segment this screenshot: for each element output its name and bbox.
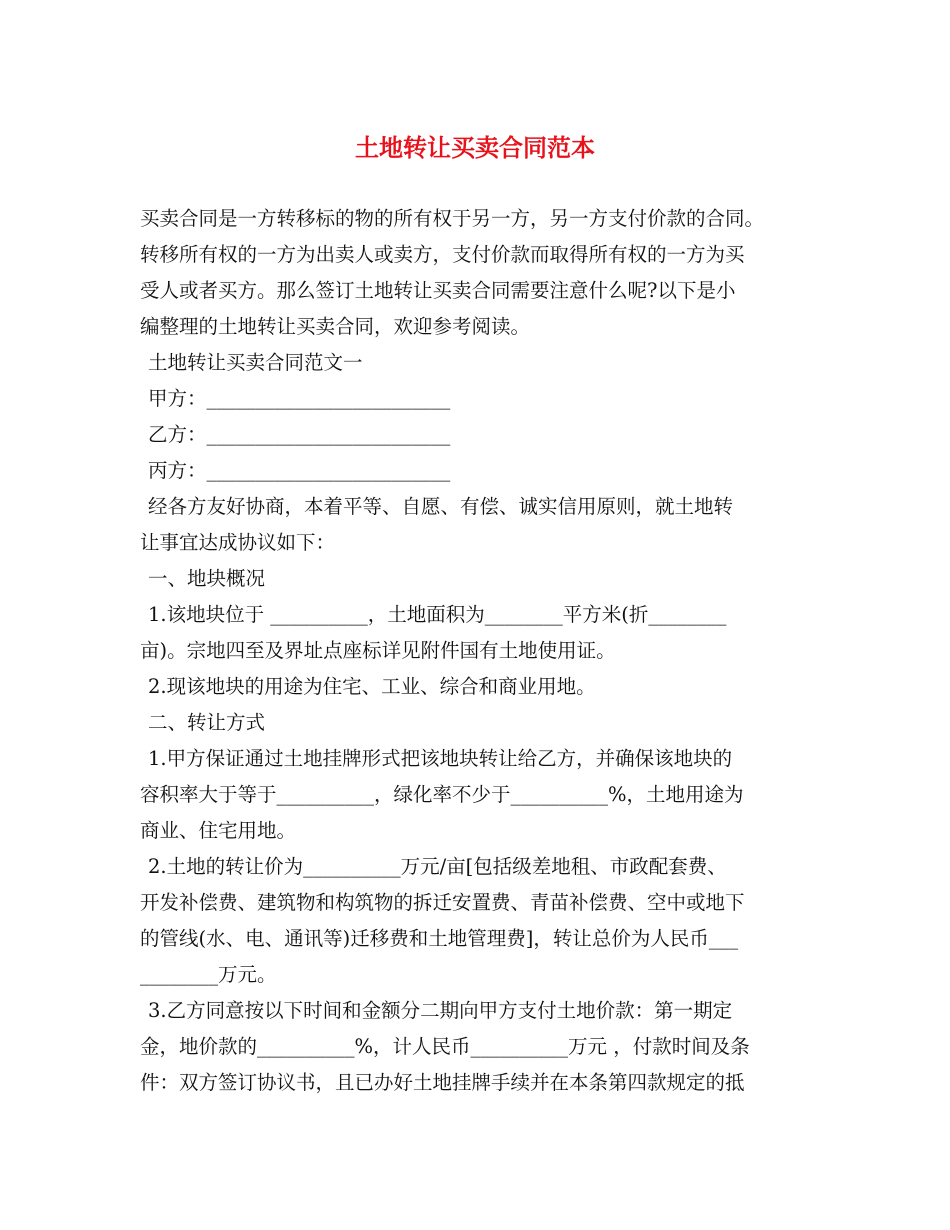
paragraph-line: 受人或者买方。那么签订土地转让买卖合同需要注意什么呢?以下是小 [140,279,736,302]
clause-line: 2.土地的转让价为__________万元/亩[包括级差地租、市政配套费、 [148,855,727,878]
paragraph-line: 买卖合同是一方转移标的物的所有权于另一方，另一方支付价款的合同。 [140,207,765,230]
paragraph-line: 编整理的土地转让买卖合同，欢迎参考阅读。 [140,315,531,338]
clause-line: 的管线(水、电、通讯等)迁移费和土地管理费]，转让总价为人民币___ [140,927,739,950]
clause-line: 件：双方签订协议书，且已办好土地挂牌手续并在本条第四款规定的抵 [140,1071,745,1094]
clause-line: 1.甲方保证通过土地挂牌形式把该地块转让给乙方，并确保该地块的 [148,747,733,770]
section-heading: 二、转让方式 [148,711,266,734]
party-b-field: 乙方：_________________________ [148,423,451,446]
section-heading: 土地转让买卖合同范文一 [148,351,363,374]
paragraph-line: 转移所有权的一方为出卖人或卖方，支付价款而取得所有权的一方为买 [140,243,745,266]
document-title: 土地转让买卖合同范本 [355,134,595,162]
paragraph-line: 经各方友好协商，本着平等、自愿、有偿、诚实信用原则，就土地转 [148,495,734,518]
clause-line: 开发补偿费、建筑物和构筑物的拆迁安置费、青苗补偿费、空中或地下 [140,891,745,914]
clause-line: 2.现该地块的用途为住宅、工业、综合和商业用地。 [148,675,596,698]
party-a-field: 甲方：_________________________ [148,387,451,410]
clause-line: 商业、住宅用地。 [140,819,297,842]
clause-line: 1.该地块位于 __________，土地面积为________平方米(折________ [148,603,727,626]
clause-line: 亩)。宗地四至及界址点座标详见附件国有土地使用证。 [140,639,616,662]
section-heading: 一、地块概况 [148,567,266,590]
paragraph-line: 让事宜达成协议如下： [140,531,336,554]
clause-line: 容积率大于等于__________，绿化率不少于__________%，土地用途为 [140,783,744,806]
clause-line: ________万元。 [140,963,277,986]
clause-line: 金，地价款的__________%，计人民币__________万元 ，付款时间及条 [140,1035,750,1058]
party-c-field: 丙方：_________________________ [148,459,451,482]
clause-line: 3.乙方同意按以下时间和金额分二期向甲方支付土地价款：第一期定 [148,999,733,1022]
